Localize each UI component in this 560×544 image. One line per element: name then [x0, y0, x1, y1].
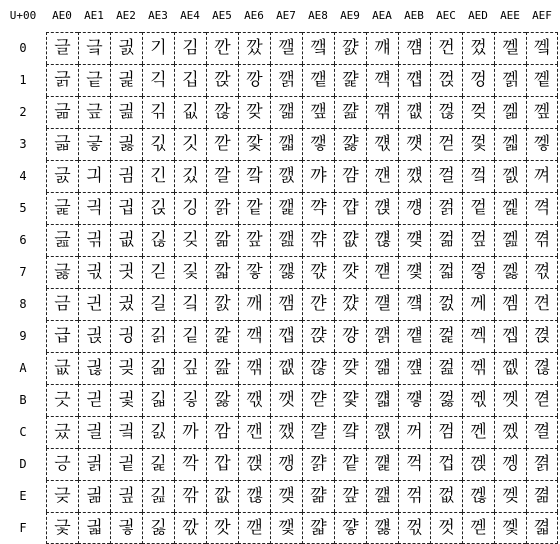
- glyph-cell: 긅: [46, 192, 78, 224]
- glyph-cell: 긭: [110, 448, 142, 480]
- glyph-cell: 깒: [206, 96, 238, 128]
- glyph-cell: 꺸: [398, 288, 430, 320]
- glyph-cell: 꺼: [398, 416, 430, 448]
- glyph-cell: 깝: [206, 448, 238, 480]
- glyph-cell: 깹: [270, 320, 302, 352]
- glyph-cell: 껄: [430, 160, 462, 192]
- glyph-cell: 긨: [110, 288, 142, 320]
- glyph-cell: 긦: [110, 224, 142, 256]
- row-label: D: [19, 457, 27, 471]
- glyph-cell: 깷: [270, 256, 302, 288]
- row-label: 3: [19, 137, 27, 151]
- glyph-cell: 꺂: [302, 96, 334, 128]
- glyph-cell: 깲: [270, 96, 302, 128]
- glyph-cell: 꺘: [334, 288, 366, 320]
- glyph-cell: 꺰: [398, 32, 430, 64]
- glyph-cell: 깋: [174, 384, 206, 416]
- glyph-cell: 긩: [110, 320, 142, 352]
- glyph-cell: 꺥: [366, 192, 398, 224]
- glyph-cell: 껱: [526, 64, 558, 96]
- glyph-cell: 깙: [206, 320, 238, 352]
- glyph-cell: 껞: [462, 480, 494, 512]
- glyph-cell: 긟: [78, 512, 110, 544]
- glyph-cell: 긝: [78, 448, 110, 480]
- glyph-cell: 긌: [46, 416, 78, 448]
- glyph-cell: 긮: [110, 480, 142, 512]
- glyph-cell: 꺇: [302, 256, 334, 288]
- glyph-grid: [46, 32, 558, 544]
- column-label: AE2: [116, 9, 136, 22]
- glyph-cell: 깔: [206, 160, 238, 192]
- column-label: AE3: [148, 9, 168, 22]
- glyph-cell: 깩: [238, 320, 270, 352]
- glyph-cell: 긼: [142, 416, 174, 448]
- glyph-cell: 깻: [270, 384, 302, 416]
- glyph-cell: 긾: [142, 480, 174, 512]
- glyph-cell: 긍: [46, 448, 78, 480]
- glyph-cell: 꺷: [398, 256, 430, 288]
- glyph-cell: 껝: [462, 448, 494, 480]
- glyph-cell: 껌: [430, 416, 462, 448]
- glyph-cell: 껽: [526, 448, 558, 480]
- glyph-cell: 긴: [142, 160, 174, 192]
- glyph-cell: 껡: [494, 64, 526, 96]
- glyph-cell: 긽: [142, 448, 174, 480]
- glyph-cell: 꺏: [302, 512, 334, 544]
- glyph-cell: 깣: [238, 128, 270, 160]
- glyph-cell: 까: [174, 416, 206, 448]
- glyph-cell: 긧: [110, 256, 142, 288]
- glyph-cell: 께: [462, 288, 494, 320]
- glyph-cell: 꺄: [302, 160, 334, 192]
- glyph-cell: 껢: [494, 96, 526, 128]
- glyph-cell: 껥: [494, 192, 526, 224]
- glyph-cell: 꺒: [334, 96, 366, 128]
- row-label: 2: [19, 105, 27, 119]
- glyph-cell: 깶: [270, 224, 302, 256]
- glyph-cell: 긁: [46, 64, 78, 96]
- glyph-cell: 껀: [430, 32, 462, 64]
- glyph-cell: 꺾: [398, 480, 430, 512]
- glyph-cell: 긯: [110, 512, 142, 544]
- glyph-cell: 긒: [78, 96, 110, 128]
- row-label: E: [19, 489, 27, 503]
- glyph-cell: 껁: [430, 64, 462, 96]
- glyph-cell: 꺺: [398, 352, 430, 384]
- glyph-cell: 깼: [270, 416, 302, 448]
- glyph-cell: 껤: [494, 160, 526, 192]
- glyph-cell: 꺵: [398, 192, 430, 224]
- glyph-cell: 꺕: [334, 192, 366, 224]
- glyph-cell: 긗: [78, 256, 110, 288]
- glyph-cell: 꺤: [366, 160, 398, 192]
- glyph-cell: 깿: [270, 512, 302, 544]
- column-label: AE5: [212, 9, 232, 22]
- glyph-cell: 글: [46, 32, 78, 64]
- glyph-cell: 꺻: [398, 384, 430, 416]
- glyph-cell: 껏: [430, 512, 462, 544]
- row-label: F: [19, 521, 27, 535]
- glyph-cell: 긄: [46, 160, 78, 192]
- glyph-cell: 껬: [494, 416, 526, 448]
- glyph-cell: 껐: [462, 32, 494, 64]
- row-label: 1: [19, 73, 27, 87]
- glyph-cell: 긓: [78, 128, 110, 160]
- glyph-cell: 꺞: [334, 480, 366, 512]
- glyph-cell: 긠: [110, 32, 142, 64]
- glyph-cell: 꺶: [398, 224, 430, 256]
- glyph-cell: 깚: [206, 352, 238, 384]
- glyph-cell: 깕: [206, 192, 238, 224]
- glyph-cell: 꺣: [366, 128, 398, 160]
- column-label: AE7: [276, 9, 296, 22]
- glyph-cell: 긘: [78, 288, 110, 320]
- row-label: 4: [19, 169, 27, 183]
- glyph-cell: 깵: [270, 192, 302, 224]
- glyph-cell: 껮: [494, 480, 526, 512]
- glyph-cell: 깑: [206, 64, 238, 96]
- glyph-cell: 깓: [206, 128, 238, 160]
- glyph-cell: 긢: [110, 96, 142, 128]
- glyph-cell: 길: [142, 288, 174, 320]
- glyph-cell: 긡: [110, 64, 142, 96]
- glyph-cell: 꺊: [302, 352, 334, 384]
- column-label: AE0: [52, 9, 72, 22]
- glyph-cell: 깴: [270, 160, 302, 192]
- glyph-cell: 긱: [142, 64, 174, 96]
- glyph-cell: 긕: [78, 192, 110, 224]
- glyph-cell: 깗: [206, 256, 238, 288]
- glyph-cell: 껎: [430, 480, 462, 512]
- glyph-cell: 긳: [142, 128, 174, 160]
- glyph-cell: 꺴: [398, 160, 430, 192]
- glyph-cell: 긃: [46, 128, 78, 160]
- column-label: AED: [468, 9, 488, 22]
- glyph-cell: 꺝: [334, 448, 366, 480]
- glyph-cell: 깪: [238, 352, 270, 384]
- glyph-cell: 껣: [494, 128, 526, 160]
- glyph-cell: 깈: [174, 288, 206, 320]
- glyph-cell: 깇: [174, 256, 206, 288]
- glyph-cell: 긣: [110, 128, 142, 160]
- glyph-cell: 껙: [462, 320, 494, 352]
- glyph-cell: 깯: [238, 512, 270, 544]
- glyph-cell: 깜: [206, 416, 238, 448]
- glyph-cell: 깺: [270, 352, 302, 384]
- glyph-cell: 꺓: [334, 128, 366, 160]
- glyph-cell: 껠: [494, 32, 526, 64]
- glyph-cell: 긞: [78, 480, 110, 512]
- glyph-cell: 급: [46, 320, 78, 352]
- glyph-cell: 김: [174, 32, 206, 64]
- glyph-cell: 깥: [238, 192, 270, 224]
- glyph-cell: 깘: [206, 288, 238, 320]
- glyph-cell: 꺈: [302, 288, 334, 320]
- glyph-cell: 껯: [494, 512, 526, 544]
- glyph-cell: 긷: [142, 256, 174, 288]
- glyph-cell: 꺡: [366, 64, 398, 96]
- column-label: AEB: [404, 9, 424, 22]
- glyph-cell: 껃: [430, 128, 462, 160]
- column-label: AE9: [340, 9, 360, 22]
- glyph-cell: 꺃: [302, 128, 334, 160]
- glyph-cell: 깄: [174, 160, 206, 192]
- column-label: AEE: [500, 9, 520, 22]
- glyph-cell: 긻: [142, 384, 174, 416]
- glyph-cell: 긛: [78, 384, 110, 416]
- glyph-cell: 껿: [526, 512, 558, 544]
- glyph-cell: 깁: [174, 64, 206, 96]
- glyph-cell: 긂: [46, 96, 78, 128]
- glyph-cell: 긫: [110, 384, 142, 416]
- glyph-cell: 깊: [174, 352, 206, 384]
- glyph-cell: 꺗: [334, 256, 366, 288]
- glyph-cell: 꺜: [334, 416, 366, 448]
- glyph-cell: 껪: [494, 352, 526, 384]
- glyph-cell: 꺦: [366, 224, 398, 256]
- glyph-cell: 꺠: [366, 32, 398, 64]
- row-label: 8: [19, 297, 27, 311]
- glyph-cell: 꺟: [334, 512, 366, 544]
- column-label: AEA: [372, 9, 392, 22]
- glyph-cell: 깎: [174, 480, 206, 512]
- glyph-cell: 꺆: [302, 224, 334, 256]
- glyph-cell: 꺋: [302, 384, 334, 416]
- glyph-cell: 긇: [46, 256, 78, 288]
- row-label: 5: [19, 201, 27, 215]
- glyph-cell: 깆: [174, 224, 206, 256]
- row-label: 6: [19, 233, 27, 247]
- glyph-cell: 껺: [526, 352, 558, 384]
- glyph-cell: 깍: [174, 448, 206, 480]
- glyph-cell: 긔: [78, 160, 110, 192]
- glyph-cell: 꺅: [302, 192, 334, 224]
- glyph-cell: 꺛: [334, 384, 366, 416]
- glyph-cell: 껼: [526, 416, 558, 448]
- glyph-cell: 꺚: [334, 352, 366, 384]
- glyph-cell: 꺫: [366, 384, 398, 416]
- glyph-cell: 깤: [238, 160, 270, 192]
- glyph-cell: 껊: [430, 352, 462, 384]
- glyph-cell: 깃: [174, 128, 206, 160]
- glyph-cell: 금: [46, 288, 78, 320]
- row-label: A: [19, 361, 27, 375]
- glyph-cell: 긿: [142, 512, 174, 544]
- glyph-cell: 깟: [206, 512, 238, 544]
- row-label: 9: [19, 329, 27, 343]
- glyph-cell: 긹: [142, 320, 174, 352]
- glyph-cell: 꺨: [366, 288, 398, 320]
- glyph-cell: 껑: [462, 64, 494, 96]
- glyph-cell: 꺯: [366, 512, 398, 544]
- glyph-cell: 껆: [430, 224, 462, 256]
- glyph-cell: 긐: [78, 32, 110, 64]
- glyph-cell: 꺽: [398, 448, 430, 480]
- glyph-cell: 껟: [462, 512, 494, 544]
- glyph-cell: 껾: [526, 480, 558, 512]
- glyph-cell: 깞: [206, 480, 238, 512]
- glyph-cell: 긬: [110, 416, 142, 448]
- glyph-cell: 깐: [206, 32, 238, 64]
- glyph-cell: 깰: [270, 32, 302, 64]
- glyph-cell: 껍: [430, 448, 462, 480]
- glyph-cell: 꺧: [366, 256, 398, 288]
- glyph-cell: 깠: [238, 32, 270, 64]
- glyph-cell: 긙: [78, 320, 110, 352]
- glyph-cell: 꺪: [366, 352, 398, 384]
- glyph-cell: 긚: [78, 352, 110, 384]
- glyph-cell: 꺙: [334, 320, 366, 352]
- glyph-cell: 껳: [526, 128, 558, 160]
- column-label: AE1: [84, 9, 104, 22]
- glyph-cell: 긲: [142, 96, 174, 128]
- glyph-cell: 껔: [462, 160, 494, 192]
- glyph-cell: 깢: [238, 96, 270, 128]
- glyph-cell: 기: [142, 32, 174, 64]
- row-label: B: [19, 393, 27, 407]
- glyph-cell: 꺀: [302, 32, 334, 64]
- glyph-cell: 긶: [142, 224, 174, 256]
- glyph-cell: 껓: [462, 128, 494, 160]
- column-label: AE4: [180, 9, 200, 22]
- glyph-cell: 깳: [270, 128, 302, 160]
- glyph-cell: 껨: [494, 288, 526, 320]
- glyph-cell: 긺: [142, 352, 174, 384]
- glyph-cell: 긎: [46, 480, 78, 512]
- row-label: C: [19, 425, 27, 439]
- glyph-cell: 꺌: [302, 416, 334, 448]
- glyph-cell: 꺱: [398, 64, 430, 96]
- glyph-cell: 깬: [238, 416, 270, 448]
- glyph-cell: 껦: [494, 224, 526, 256]
- column-label: AE8: [308, 9, 328, 22]
- glyph-cell: 깏: [174, 512, 206, 544]
- glyph-cell: 껒: [462, 96, 494, 128]
- row-label: 0: [19, 41, 27, 55]
- glyph-cell: 긖: [78, 224, 110, 256]
- glyph-cell: 꺿: [398, 512, 430, 544]
- glyph-cell: 껈: [430, 288, 462, 320]
- glyph-cell: 깸: [270, 288, 302, 320]
- glyph-cell: 긜: [78, 416, 110, 448]
- glyph-cell: 깛: [206, 384, 238, 416]
- glyph-cell: 긪: [110, 352, 142, 384]
- glyph-cell: 긆: [46, 224, 78, 256]
- glyph-cell: 꺉: [302, 320, 334, 352]
- glyph-cell: 꺎: [302, 480, 334, 512]
- glyph-cell: 꺲: [398, 96, 430, 128]
- glyph-cell: 깉: [174, 320, 206, 352]
- glyph-cell: 껫: [494, 384, 526, 416]
- glyph-cell: 껸: [526, 288, 558, 320]
- glyph-cell: 긑: [78, 64, 110, 96]
- glyph-cell: 깫: [238, 384, 270, 416]
- glyph-cell: 껵: [526, 192, 558, 224]
- glyph-cell: 껧: [494, 256, 526, 288]
- glyph-cell: 긥: [110, 192, 142, 224]
- glyph-cell: 긋: [46, 384, 78, 416]
- glyph-cell: 깦: [238, 224, 270, 256]
- column-label: AEC: [436, 9, 456, 22]
- column-label: AE6: [244, 9, 264, 22]
- glyph-cell: 꺭: [366, 448, 398, 480]
- row-label: 7: [19, 265, 27, 279]
- glyph-cell: 껂: [430, 96, 462, 128]
- glyph-cell: 껹: [526, 320, 558, 352]
- glyph-cell: 긵: [142, 192, 174, 224]
- glyph-cell: 꺮: [366, 480, 398, 512]
- glyph-cell: 긤: [110, 160, 142, 192]
- glyph-cell: 껷: [526, 256, 558, 288]
- glyph-cell: 꺩: [366, 320, 398, 352]
- glyph-cell: 꺍: [302, 448, 334, 480]
- glyph-cell: 껇: [430, 256, 462, 288]
- glyph-cell: 깱: [270, 64, 302, 96]
- glyph-cell: 깨: [238, 288, 270, 320]
- glyph-cell: 꺖: [334, 224, 366, 256]
- glyph-cell: 긏: [46, 512, 78, 544]
- glyph-cell: 껭: [494, 448, 526, 480]
- glyph-cell: 껰: [526, 32, 558, 64]
- glyph-cell: 껻: [526, 384, 558, 416]
- glyph-cell: 껅: [430, 192, 462, 224]
- glyph-cell: 껗: [462, 256, 494, 288]
- glyph-cell: 깾: [270, 480, 302, 512]
- glyph-cell: 껖: [462, 224, 494, 256]
- glyph-cell: 껋: [430, 384, 462, 416]
- glyph-cell: 깽: [270, 448, 302, 480]
- glyph-cell: 깅: [174, 192, 206, 224]
- glyph-cell: 꺁: [302, 64, 334, 96]
- glyph-cell: 긊: [46, 352, 78, 384]
- glyph-cell: 깖: [206, 224, 238, 256]
- glyph-cell: 껚: [462, 352, 494, 384]
- glyph-cell: 껶: [526, 224, 558, 256]
- glyph-cell: 깧: [238, 256, 270, 288]
- glyph-cell: 꺔: [334, 160, 366, 192]
- glyph-cell: 껲: [526, 96, 558, 128]
- glyph-cell: 깮: [238, 480, 270, 512]
- glyph-cell: 꺐: [334, 32, 366, 64]
- glyph-cell: 껴: [526, 160, 558, 192]
- glyph-cell: 꺢: [366, 96, 398, 128]
- glyph-cell: 꺬: [366, 416, 398, 448]
- glyph-cell: 깂: [174, 96, 206, 128]
- glyph-cell: 껉: [430, 320, 462, 352]
- glyph-cell: 껛: [462, 384, 494, 416]
- glyph-cell: 꺹: [398, 320, 430, 352]
- column-label: AEF: [532, 9, 552, 22]
- glyph-cell: 껕: [462, 192, 494, 224]
- corner-label: U+00: [9, 9, 37, 22]
- glyph-cell: 껩: [494, 320, 526, 352]
- glyph-cell: 꺳: [398, 128, 430, 160]
- glyph-cell: 깡: [238, 64, 270, 96]
- glyph-cell: 꺑: [334, 64, 366, 96]
- glyph-cell: 껜: [462, 416, 494, 448]
- glyph-cell: 깭: [238, 448, 270, 480]
